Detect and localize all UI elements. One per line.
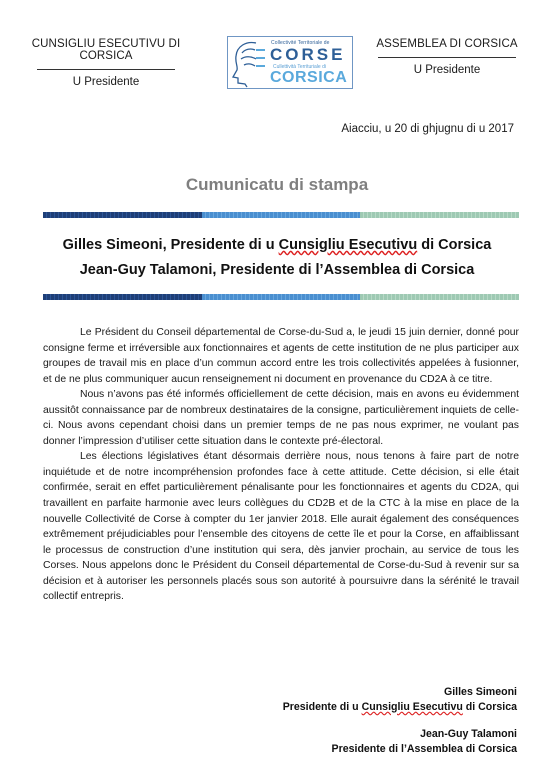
paragraph-1: Le Président du Conseil départemental de Corse-du-Sud a, le jeudi 15 juin dernier, donné pour consigne ferme et irréversible aux fonctionnaires et agents de cette institution de ne plus participer aux groupes de travail mis en place d’un commun accord entre les trois collectivités appelées à fusionner, et de ne plus communiquer aucun renseignement ni document en provenance du CD2A à ce titre. bbox=[43, 327, 519, 385]
executive-council-role: U Presidente bbox=[72, 76, 140, 88]
document-title: Cumunicatu di stampa bbox=[185, 175, 369, 194]
logo-line-2: Cullettività Territuriale di bbox=[273, 64, 326, 70]
assembly-role: U Presidente bbox=[413, 64, 481, 76]
decorative-band-top bbox=[43, 212, 519, 218]
band-segment-dark-blue bbox=[43, 294, 202, 300]
subtitle-line-2: Jean-Guy Talamoni, Presidente di l’Assemblea di Corsica bbox=[79, 262, 475, 278]
band-segment-green bbox=[360, 212, 519, 218]
executive-council-heading bbox=[31, 38, 181, 88]
logo-corsica: CORSICA bbox=[270, 69, 348, 86]
paragraph-2: Nous n’avons pas été informés officiellement de cette décision, mais en avons eu évidemment aussitôt connaissance par de nombreux destinataires de la consigne, particulièrement inquiets de celle-ci. Nous avons cependant choisi dans un premier temps de ne pas nous exprimer, ne voulant pas donner l’impression d’utiliser cette situation dans le contexte pré-électoral. bbox=[43, 389, 519, 447]
letterhead bbox=[0, 0, 554, 100]
signatory-title-part-a: Presidente di u bbox=[282, 701, 362, 713]
subtitle-line-1 bbox=[0, 237, 554, 253]
logo-corse: CORSE bbox=[270, 45, 346, 64]
corsica-head-icon bbox=[228, 37, 268, 88]
signatory-title bbox=[283, 700, 517, 715]
signature-talamoni bbox=[332, 727, 517, 757]
band-segment-light-blue bbox=[202, 294, 361, 300]
signatory-title: Presidente di l’Assemblea di Corsica bbox=[331, 743, 517, 755]
press-release-body bbox=[43, 325, 519, 605]
signatory-title-part-c: di Corsica bbox=[462, 701, 517, 713]
signature-simeoni bbox=[283, 685, 517, 715]
signatory-name: Jean-Guy Talamoni bbox=[420, 728, 517, 740]
heading-rule bbox=[378, 57, 516, 58]
subtitle-1-part-b: Cunsigliu Esecutivu bbox=[278, 237, 418, 253]
signatory-name: Gilles Simeoni bbox=[443, 686, 517, 698]
heading-rule bbox=[37, 69, 175, 70]
assembly-heading bbox=[372, 38, 522, 76]
band-segment-dark-blue bbox=[43, 212, 202, 218]
paragraph-3: Les élections législatives étant désormais derrière nous, nous tenons à faire part de notre inquiétude et de notre incompréhension profondes face à cette attitude. Cette décision, si elle était confirmée, serait en effet particulièrement pénalisante pour les fonctionnaires et agents du CD2A, qui travaillent en parfaite harmonie avec leurs collègues du CD2B et de la CTC à la mise en place de la nouvelle Collectivité de Corse à compter du 1er janvier 2018. Elle aurait également des conséquences extrêmement préjudiciables pour l’ensemble des citoyens de cette île et pour la Corse, en affaiblissant le processus de construction d’une institution qui sera, dès janvier prochain, au service de tous les Corses. Nous appelons donc le Président du Conseil départemental de Corse-du-Sud à revenir sur sa décision et à autoriser les personnels placés sous son autorité à poursuivre dans la sérénité le travail collectif entrepris. bbox=[43, 451, 519, 603]
assembly-name: ASSEMBLEA DI CORSICA bbox=[376, 38, 518, 50]
collectivite-logo bbox=[227, 36, 353, 89]
subtitle-1-part-a: Gilles Simeoni, Presidente di u bbox=[62, 237, 279, 253]
band-segment-light-blue bbox=[202, 212, 361, 218]
logo-line-1: Collectivité Territoriale de bbox=[271, 40, 330, 46]
decorative-band-bottom bbox=[43, 294, 519, 300]
subtitle-1-part-c: di Corsica bbox=[417, 237, 492, 253]
signatory-title-part-b: Cunsigliu Esecutivu bbox=[361, 701, 463, 713]
band-segment-green bbox=[360, 294, 519, 300]
document-date: Aiacciu, u 20 di ghjugnu di u 2017 bbox=[341, 123, 514, 135]
executive-council-name: CUNSIGLIU ESECUTIVU DI CORSICA bbox=[31, 38, 181, 62]
